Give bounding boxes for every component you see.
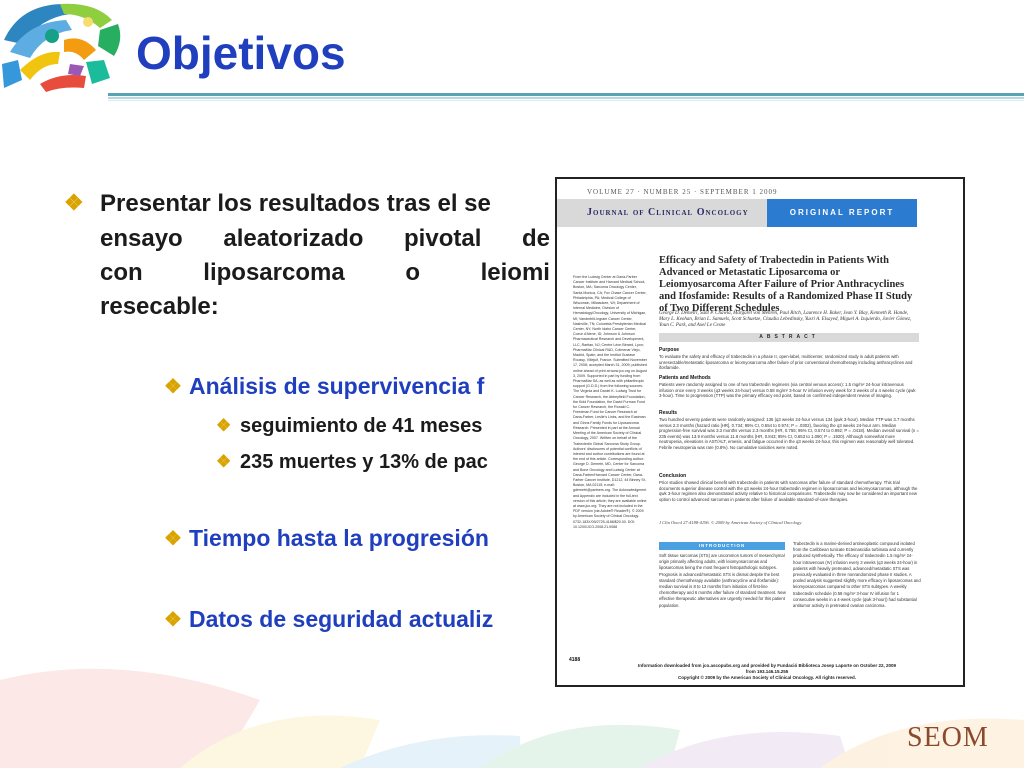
header-divider bbox=[108, 93, 1024, 102]
article-intro-col-1: Soft tissue sarcomas (STS) are uncommon tumors of mesenchymal origin primarily affecting adults, with leiomyosarcomas and liposarcomas being the most frequent histopathologic subtypes. Prognosis in advanced/metastatic STS is dismal despite the best standard chemotherapy available (anthracycline and ifosfamide): median survival is 8 to 13 months from initiation of first-line chemotherapy and 6 months after failure of standard treatment. New effective therapeutic alternatives are urgently needed for this patient population. bbox=[659, 553, 786, 608]
bullet-main-line-2 bbox=[100, 225, 550, 253]
article-conclusion: Prior studies showed clinical benefit with trabectedin in patients with sarcomas after failure of standard chemotherapy. This trial documents superior disease control with the q3 weeks 24-hour trabectedin regimen in liposarcomas and leiomyosarcomas, although the qwk 3-hour regimen also demonstrated activity relative to historical comparisons. Trabectedin may now be considered an important new option to control advanced sarcomas in patients after failure of available standard-of-care therapies. bbox=[659, 480, 918, 502]
page-title: Objetivos bbox=[136, 27, 346, 79]
bullet-main-line-1: Presentar los resultados tras el se bbox=[100, 190, 491, 217]
article-footer-line: from 193.146.15.255 bbox=[745, 669, 789, 674]
sub-bullet-progression: Tiempo hasta la progresión bbox=[189, 525, 489, 551]
article-purpose-heading: Purpose bbox=[659, 347, 680, 353]
bullet-star-icon: ❖ bbox=[164, 376, 182, 398]
article-intro-label: INTRODUCTION bbox=[659, 542, 785, 550]
word: pivotal bbox=[404, 225, 482, 252]
article-footer-line: Information downloaded from jco.ascopubs.org and provided by Fundació Biblioteca Josep Laporte on October 22, 2009 bbox=[637, 663, 897, 668]
word: con bbox=[100, 259, 143, 286]
article-patients-heading: Patients and Methods bbox=[659, 375, 711, 381]
article-intro-col-2: Trabectedin is a marine-derived antineoplastic compound isolated from the Caribbean tunicate Ecteinascidia turbinata and currently produced synthetically. The efficacy of trabectedin 1.5 mg/m² 24-hour intravenous (IV) infusion every 3 weeks (q3 weeks 24-hour) in patients with heavily pretreated, advanced/metastatic STS was previously evaluated in three nonrandomized phase II studies. A pooled analysis suggested slightly more efficacy in liposarcomas and leiomyosarcomas compared to other STS subtypes. A weekly trabectedin schedule (0.58 mg/m² 3-hour IV infusion for 1 consecutive weeks in a 4-week cycle (qwk 3-hour)) had substantial antitumor activity in pretreated ovarian carcinoma. bbox=[793, 541, 921, 609]
bullet-main-line-3 bbox=[100, 259, 550, 287]
mosaic-watermark-icon bbox=[0, 640, 1024, 768]
sub-sub-bullet-deaths: 235 muertes y 13% de pac bbox=[240, 451, 488, 473]
article-abstract-label: ABSTRACT bbox=[659, 333, 919, 342]
article-figure bbox=[555, 177, 965, 687]
word: aleatorizado bbox=[223, 225, 364, 252]
article-results: Two hundred seventy patients were randomly assigned: 136 (q3 weeks 24-hour versus 134 (qwk 3-hour). Median TTP was 3.7 months versus 2.3 months (hazard ratio [HR], 0.734; 95% CI, 0.554 to 0.974; P = .0302), favoring the q3 weeks 24-hour arm. Median progression-free survival was 3.3 months versus 2.3 months (HR, 0.755; 95% CI, 0.574 to 0.992; P = .0418). Median overall survival (n = 235 events) was 13.9 months versus 11.8 months (HR, 0.843; 95% CI, 0.653 to 1.090; P = .1920). Although somewhat more neutropenia, elevations in AST/ALT, emesis, and fatigue occurred in the q3 weeks 24-hour, this regimen was reasonably well tolerated. Febrile neutropenia was rare (0.8%). No cumulative toxicities were noted. bbox=[659, 417, 920, 450]
article-conclusion-heading: Conclusion bbox=[659, 473, 687, 479]
sub-sub-bullet-followup: seguimiento de 41 meses bbox=[240, 415, 483, 437]
bullet-star-icon: ❖ bbox=[64, 190, 84, 215]
seom-logo: SEOM bbox=[907, 722, 989, 753]
bullet-star-icon: ❖ bbox=[164, 609, 182, 631]
word: ensayo bbox=[100, 225, 183, 252]
article-authors: George D. Demetri, Sant P. Chawla, Margaret von Mehren, Paul Ritch, Laurence H. Baker, Jean Y. Blay, Kenneth R. Hande, Mary L. Keohan, Brian L. Samuels, Scott Schuetze, Claudia Lebedinsky, Yusri A. Elsayed, Miguel A. Izquierdo, Javier Gómez, Youn C. Park, and Axel Le Cesne bbox=[659, 311, 912, 328]
article-affiliations: From the Ludwig Center at Dana-Farber Cancer Institute and Harvard Medical School, Boston, MA; Sarcoma Oncology Center, Santa Monica, CA; Fox Chase Cancer Center, Philadelphia, PA; Medical College of Wisconsin, Milwaukee, WI; Department of Internal Medicine, Division of Hematology/Oncology, University of Michigan, MI; Vanderbilt-Ingram Cancer Center, Nashville, TN; Columbia Presbyterian Medical Center, NY; North Idaho Cancer Center, Coeur d'Alene, ID; Johnson & Johnson Pharmaceutical Research and Development, LLC, Raritan, NJ; Centre Léon Bérard, Lyon; PharmaMar Clinical R&D, Colmenar Viejo, Madrid, Spain; and the Institut Gustave Roussy, Villejuif, France. Submitted November 17, 2008; accepted March 31, 2009; published online ahead of print at www.jco.org on August 3, 2009. Supported in part by funding from PharmaMar SA; as well as with philanthropic support (G.D.D.) from the following sources: The Virginia and Daniel K. Ludwig Trust for Cancer Research, the Abbeyfield Foundation, the Kidd Foundation, the David Furman Fund for Cancer Research, the Ronald C. Freedman Fund for Cancer Research at Dana-Farber, Leslie's Links, and the Eastman and Ginns Family Funds for Liposarcoma Research. Presented in part at the Annual Meeting of the American Society of Clinical Oncology, 2007. Written on behalf of the Trabectedin Global Sarcoma Study Group. Authors' disclosures of potential conflicts of interest and author contributions are found at the end of this article. Corresponding author: George D. Demetri, MD, Center for Sarcoma and Bone Oncology and Ludwig Center at Dana-Farber/Harvard Cancer Center, Dana-Farber Cancer Institute, D1212, 44 Binney St, Boston, MA 02115; e-mail: gdemetri@partners.org. The Acknowledgment and Appendix are included in the full-text version of this article; they are available online at www.jco.org. They are not included in the PDF version (via Adobe® Reader®). © 2009 by American Society of Clinical Oncology. 0732-183X/09/2725-4188/$20.00. DOI: 10.1200/JCO.2008.21.0088 bbox=[573, 275, 647, 529]
article-volume: VOLUME 27 · NUMBER 25 · SEPTEMBER 1 2009 bbox=[587, 188, 778, 196]
article-results-heading: Results bbox=[659, 410, 678, 416]
word: de bbox=[521, 225, 550, 252]
sub-bullet-survival: Análisis de supervivencia f bbox=[189, 373, 485, 399]
bullet-main-line-4: resecable: bbox=[100, 293, 219, 320]
article-purpose: To evaluate the safety and efficacy of trabectedin in a phase II, open-label, multicenter, randomized study in adult patients with unresectable/metastatic liposarcoma or leiomyosarcoma after failure of prior conventional chemotherapy including anthracyclines and ifosfamide. bbox=[659, 354, 913, 371]
article-title: Efficacy and Safety of Trabectedin in Patients With Advanced or Metastatic Liposarcoma or Leiomyosarcoma After Failure of Prior Anthracyclines and Ifosfamide: Results of a Randomized Phase II Study of Two Different Schedules bbox=[659, 255, 913, 314]
sub-bullet-safety: Datos de seguridad actualiz bbox=[189, 606, 494, 632]
article-patients: Patients were randomly assigned to one of two trabectedin regimens (via central venous access): 1.5 mg/m² 24-hour intravenous infusion once every 3 weeks (q3 weeks 24-hour) versus 0.58 mg/m² 3-hour IV infusion every week for 3 weeks of a 4 weeks cycle (qwk 3-hour). Time to progression (TTP) was the primary efficacy end point, based on confirmed independent review of imaging. bbox=[659, 382, 916, 399]
bullet-star-icon: ❖ bbox=[216, 452, 232, 471]
word: liposarcoma bbox=[203, 259, 345, 286]
bullet-star-icon: ❖ bbox=[216, 416, 232, 435]
word: o bbox=[405, 259, 420, 286]
article-page-number: 4188 bbox=[569, 657, 581, 663]
mosaic-logo-icon bbox=[0, 0, 125, 92]
word: leiomi bbox=[480, 259, 550, 286]
bullet-star-icon: ❖ bbox=[164, 528, 182, 550]
article-report-label: ORIGINAL REPORT bbox=[767, 199, 917, 227]
article-journal: Journal of Clinical Oncology bbox=[557, 199, 767, 227]
article-citation: J Clin Oncol 27:4188-4196. © 2009 by American Society of Clinical Oncology bbox=[659, 520, 802, 525]
article-footer-line: Copyright © 2009 by the American Society of Clinical Oncology. All rights reserved. bbox=[678, 675, 856, 680]
